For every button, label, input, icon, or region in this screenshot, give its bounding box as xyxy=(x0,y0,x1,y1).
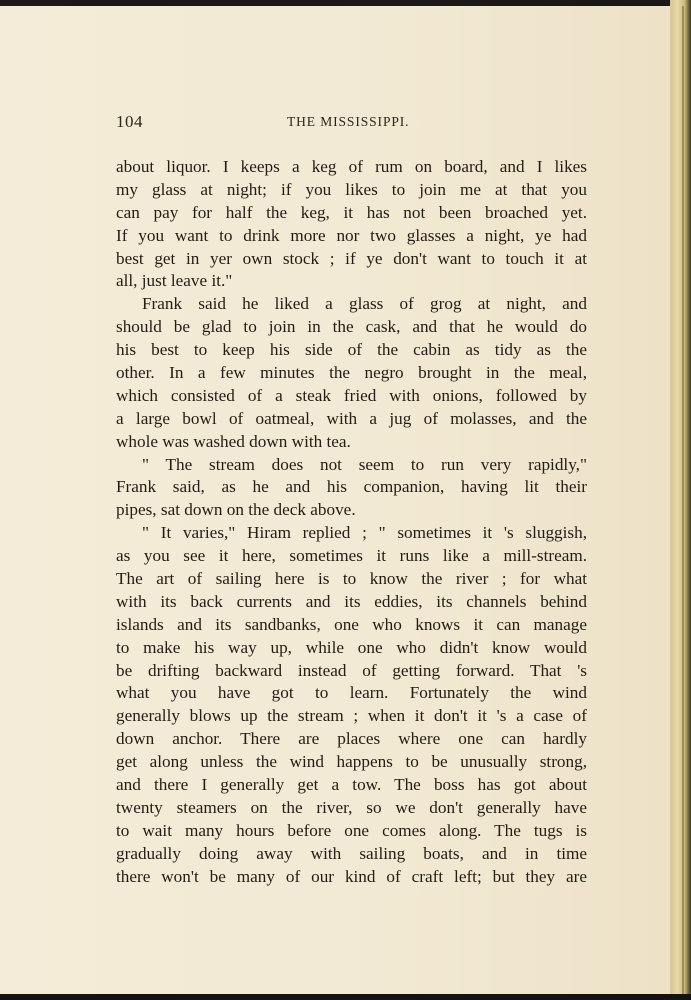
body-text xyxy=(116,156,587,889)
text-line: The art of sailing here is to know the river ; for what xyxy=(116,569,587,589)
text-line: down anchor. There are places where one can hardly xyxy=(116,729,587,749)
text-line: a large bowl of oatmeal, with a jug of molasses, and the xyxy=(116,408,587,428)
text-line: other. In a few minutes the negro brought in the meal, xyxy=(116,363,587,383)
text-line: Frank said, as he and his companion, having lit their xyxy=(116,477,587,497)
text-line: twenty steamers on the river, so we don't generally have xyxy=(116,797,587,817)
text-line: what you have got to learn. Fortunately the wind xyxy=(116,683,587,703)
text-line: get along unless the wind happens to be unusually strong, xyxy=(116,752,587,772)
text-line: pipes, sat down on the deck above. xyxy=(116,500,356,520)
book-page xyxy=(0,6,670,994)
text-line: best get in yer own stock ; if ye don't want to touch it at xyxy=(116,248,587,268)
text-line: there won't be many of our kind of craft left; but they are xyxy=(116,866,587,886)
text-line: with its back currents and its eddies, its channels behind xyxy=(116,591,587,611)
text-line: to wait many hours before one comes along. The tugs is xyxy=(116,820,587,840)
text-line: about liquor. I keeps a keg of rum on board, and I likes xyxy=(116,157,587,176)
text-line: my glass at night; if you likes to join me at that you xyxy=(116,179,587,199)
text-line: can pay for half the keg, it has not been broached yet. xyxy=(116,202,587,222)
text-line: should be glad to join in the cask, and that he would do xyxy=(116,317,587,337)
text-line: gradually doing away with sailing boats, and in time xyxy=(116,843,587,863)
text-line: whole was washed down with tea. xyxy=(116,431,351,451)
text-line: all, just leave it." xyxy=(116,271,233,291)
text-line: generally blows up the stream ; when it don't it 's a case of xyxy=(116,706,587,726)
text-line: be drifting backward instead of getting forward. That 's xyxy=(116,660,587,680)
text-line: " The stream does not seem to run very rapidly," xyxy=(142,454,587,474)
text-line: as you see it here, sometimes it runs like a mill-stream. xyxy=(116,546,587,566)
page-bottom-edge xyxy=(0,994,691,1000)
page-header xyxy=(0,112,670,136)
text-line: Frank said he liked a glass of grog at night, and xyxy=(142,294,587,314)
running-title: THE MISSISSIPPI. xyxy=(287,114,410,129)
text-line: If you want to drink more nor two glasses a night, ye had xyxy=(116,225,587,245)
text-line: his best to keep his side of the cabin as tidy as the xyxy=(116,340,587,360)
text-line: to make his way up, while one who didn't know would xyxy=(116,637,587,657)
text-line: islands and its sandbanks, one who knows it can manage xyxy=(116,614,587,634)
text-line: " It varies," Hiram replied ; " sometimes it 's sluggish, xyxy=(142,523,587,543)
page-number: 104 xyxy=(116,112,143,131)
text-line: and there I generally get a tow. The boss has got about xyxy=(116,775,587,795)
page-fore-edge xyxy=(670,0,691,1000)
text-line: which consisted of a steak fried with onions, followed by xyxy=(116,385,587,405)
